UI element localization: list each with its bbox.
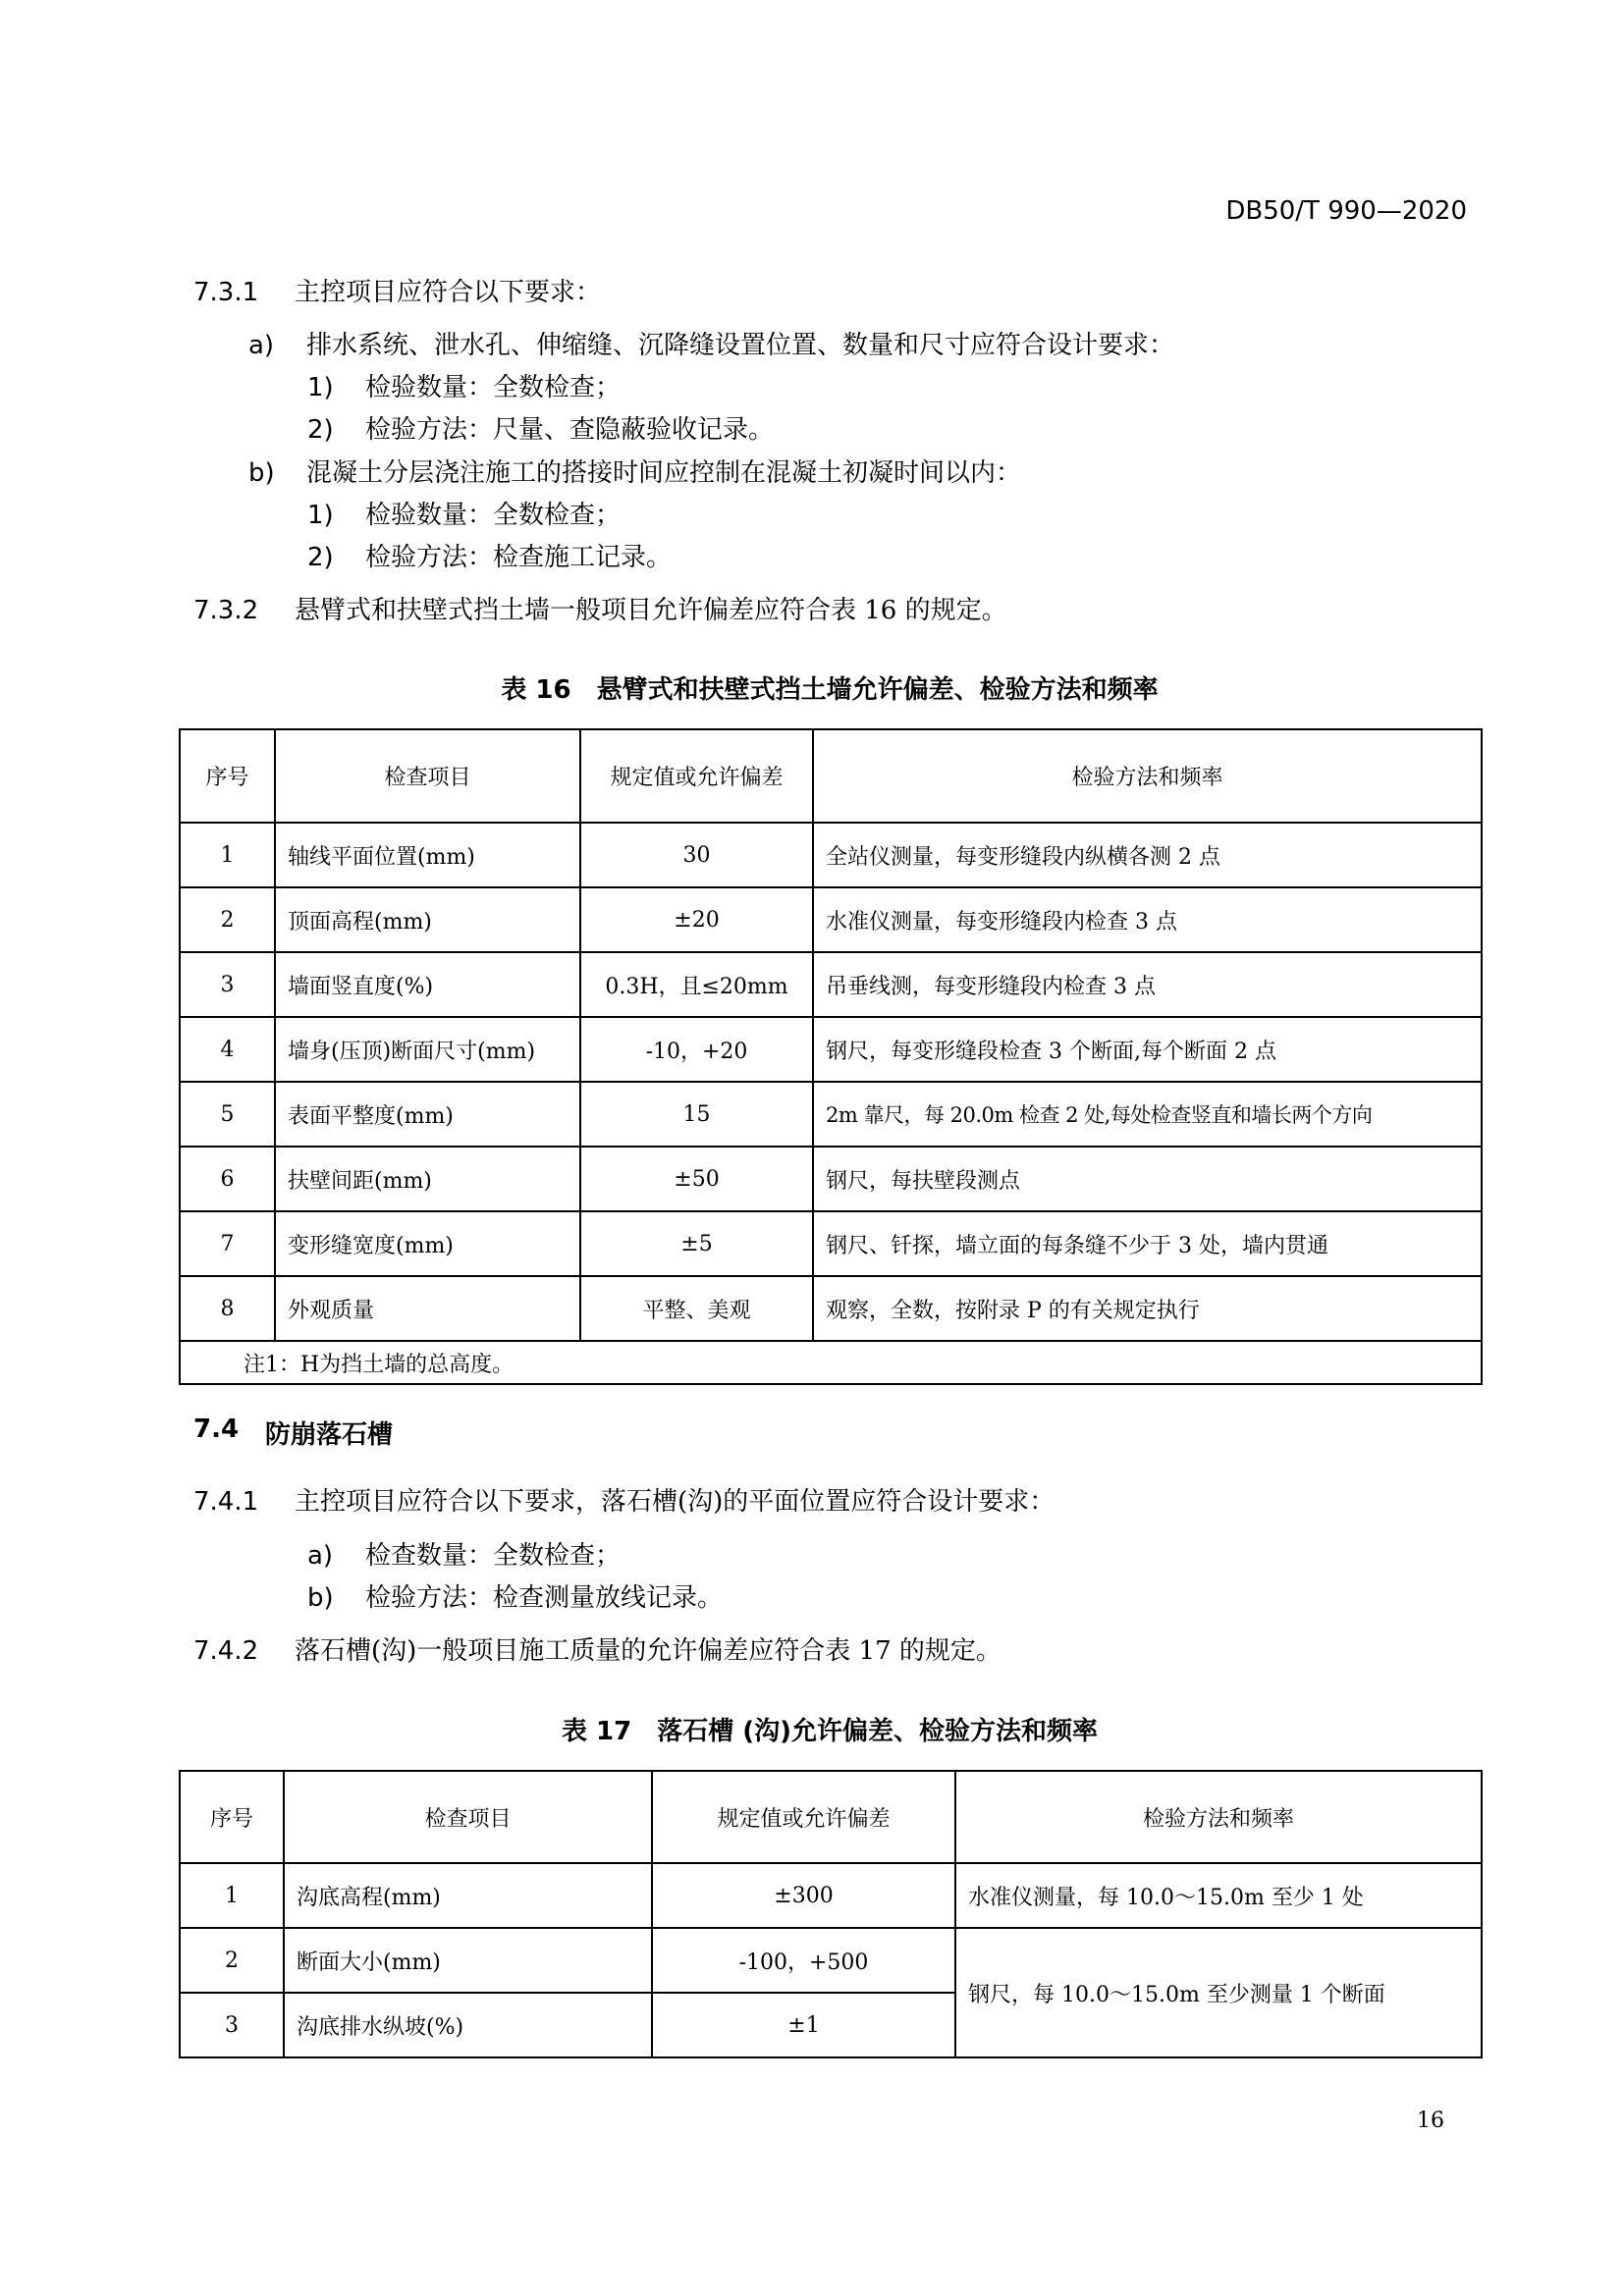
page-number: 16 — [1417, 2109, 1444, 2133]
cell: 扶壁间距(mm) — [275, 1147, 580, 1211]
cell: 2m 靠尺，每 20.0m 检查 2 处,每处检查竖直和墙长两个方向 — [813, 1082, 1482, 1147]
header-cell: 序号 — [180, 729, 275, 823]
cell: 1 — [180, 823, 275, 887]
header-cell: 规定值或允许偏差 — [652, 1771, 955, 1863]
item-label: b) — [248, 458, 275, 488]
table-header-row — [180, 729, 1482, 823]
cell: 2 — [180, 887, 275, 952]
cell: 0.3H，且≤20mm — [580, 952, 813, 1017]
header-cell: 检查项目 — [284, 1771, 652, 1863]
item-text: 检查数量：全数检查； — [365, 1541, 622, 1571]
table16-title: 表 16 悬臂式和扶壁式挡土墙允许偏差、检验方法和频率 — [501, 675, 1159, 705]
table-17 — [179, 1770, 1483, 2058]
clause-num: 7.4.2 — [193, 1636, 259, 1666]
cell: 沟底高程(mm) — [284, 1863, 652, 1928]
cell: 外观质量 — [275, 1276, 580, 1341]
subitem-text: 检验数量：全数检查； — [365, 501, 622, 530]
cell: 30 — [580, 823, 813, 887]
cell-merged: 钢尺，每 10.0～15.0m 至少测量 1 个断面 — [955, 1928, 1482, 2057]
cell: ±1 — [652, 1993, 955, 2057]
cell: 2 — [180, 1928, 284, 1993]
clause-num: 7.3.2 — [193, 596, 259, 625]
cell: ±20 — [580, 887, 813, 952]
cell: 断面大小(mm) — [284, 1928, 652, 1993]
table-row — [180, 1017, 1482, 1082]
clause-text: 悬臂式和扶壁式挡土墙一般项目允许偏差应符合表 16 的规定。 — [295, 596, 1007, 625]
cell: 4 — [180, 1017, 275, 1082]
table-row — [180, 952, 1482, 1017]
table-row — [180, 1928, 1482, 1993]
cell: 吊垂线测，每变形缝段内检查 3 点 — [813, 952, 1482, 1017]
cell: 墙身(压顶)断面尺寸(mm) — [275, 1017, 580, 1082]
clause-num: 7.4.1 — [193, 1487, 259, 1517]
subitem-label: 2) — [307, 543, 334, 572]
table-row — [180, 1276, 1482, 1341]
cell: ±50 — [580, 1147, 813, 1211]
header-cell: 序号 — [180, 1771, 284, 1863]
table-note: 注1：H为挡土墙的总高度。 — [180, 1341, 1482, 1384]
item-label: a) — [307, 1541, 334, 1571]
cell: 平整、美观 — [580, 1276, 813, 1341]
item-text: 混凝土分层浇注施工的搭接时间应控制在混凝土初凝时间以内： — [306, 458, 1022, 488]
subitem-text: 检验方法：检查施工记录。 — [365, 543, 673, 572]
table17-title: 表 17 落石槽 (沟)允许偏差、检验方法和频率 — [561, 1717, 1099, 1746]
cell: -10，+20 — [580, 1017, 813, 1082]
section-title: 防崩落石槽 — [265, 1420, 394, 1450]
subitem-label: 1) — [307, 373, 334, 402]
cell: -100，+500 — [652, 1928, 955, 1993]
cell: 观察，全数，按附录 P 的有关规定执行 — [813, 1276, 1482, 1341]
cell: 3 — [180, 952, 275, 1017]
doc-code: DB50/T 990—2020 — [1225, 196, 1467, 226]
clause-text: 主控项目应符合以下要求，落石槽(沟)的平面位置应符合设计要求： — [295, 1487, 1056, 1517]
cell: 水准仪测量，每 10.0～15.0m 至少 1 处 — [955, 1863, 1482, 1928]
cell: 钢尺、钎探，墙立面的每条缝不少于 3 处，墙内贯通 — [813, 1211, 1482, 1276]
subitem-text: 检验数量：全数检查； — [365, 373, 622, 402]
cell: 轴线平面位置(mm) — [275, 823, 580, 887]
item-label: a) — [248, 331, 275, 360]
table-row — [180, 1147, 1482, 1211]
cell: 沟底排水纵坡(%) — [284, 1993, 652, 2057]
section-num: 7.4 — [193, 1415, 240, 1444]
table-row — [180, 887, 1482, 952]
cell: 钢尺，每变形缝段检查 3 个断面,每个断面 2 点 — [813, 1017, 1482, 1082]
clause-num: 7.3.1 — [193, 278, 259, 307]
cell: ±300 — [652, 1863, 955, 1928]
table-row — [180, 1863, 1482, 1928]
cell: 墙面竖直度(%) — [275, 952, 580, 1017]
item-text: 排水系统、泄水孔、伸缩缝、沉降缝设置位置、数量和尺寸应符合设计要求： — [306, 331, 1175, 360]
cell: 表面平整度(mm) — [275, 1082, 580, 1147]
header-cell: 检验方法和频率 — [813, 729, 1482, 823]
cell: 变形缝宽度(mm) — [275, 1211, 580, 1276]
cell: 5 — [180, 1082, 275, 1147]
subitem-label: 2) — [307, 415, 334, 445]
cell: 1 — [180, 1863, 284, 1928]
table-row — [180, 1211, 1482, 1276]
table-header-row — [180, 1771, 1482, 1863]
item-text: 检验方法：检查测量放线记录。 — [365, 1583, 724, 1613]
table-16 — [179, 728, 1483, 1385]
cell: 15 — [580, 1082, 813, 1147]
cell: 3 — [180, 1993, 284, 2057]
clause-text: 落石槽(沟)一般项目施工质量的允许偏差应符合表 17 的规定。 — [295, 1636, 1001, 1666]
cell: 顶面高程(mm) — [275, 887, 580, 952]
cell: 水准仪测量，每变形缝段内检查 3 点 — [813, 887, 1482, 952]
table-row — [180, 1082, 1482, 1147]
subitem-label: 1) — [307, 501, 334, 530]
table-note-row — [180, 1341, 1482, 1384]
header-cell: 检验方法和频率 — [955, 1771, 1482, 1863]
cell: 8 — [180, 1276, 275, 1341]
item-label: b) — [307, 1583, 334, 1613]
subitem-text: 检验方法：尺量、查隐蔽验收记录。 — [365, 415, 775, 445]
table-row — [180, 823, 1482, 887]
header-cell: 规定值或允许偏差 — [580, 729, 813, 823]
cell: ±5 — [580, 1211, 813, 1276]
clause-text: 主控项目应符合以下要求： — [295, 278, 602, 307]
cell: 7 — [180, 1211, 275, 1276]
cell: 全站仪测量，每变形缝段内纵横各测 2 点 — [813, 823, 1482, 887]
cell: 6 — [180, 1147, 275, 1211]
cell: 钢尺，每扶壁段测点 — [813, 1147, 1482, 1211]
header-cell: 检查项目 — [275, 729, 580, 823]
